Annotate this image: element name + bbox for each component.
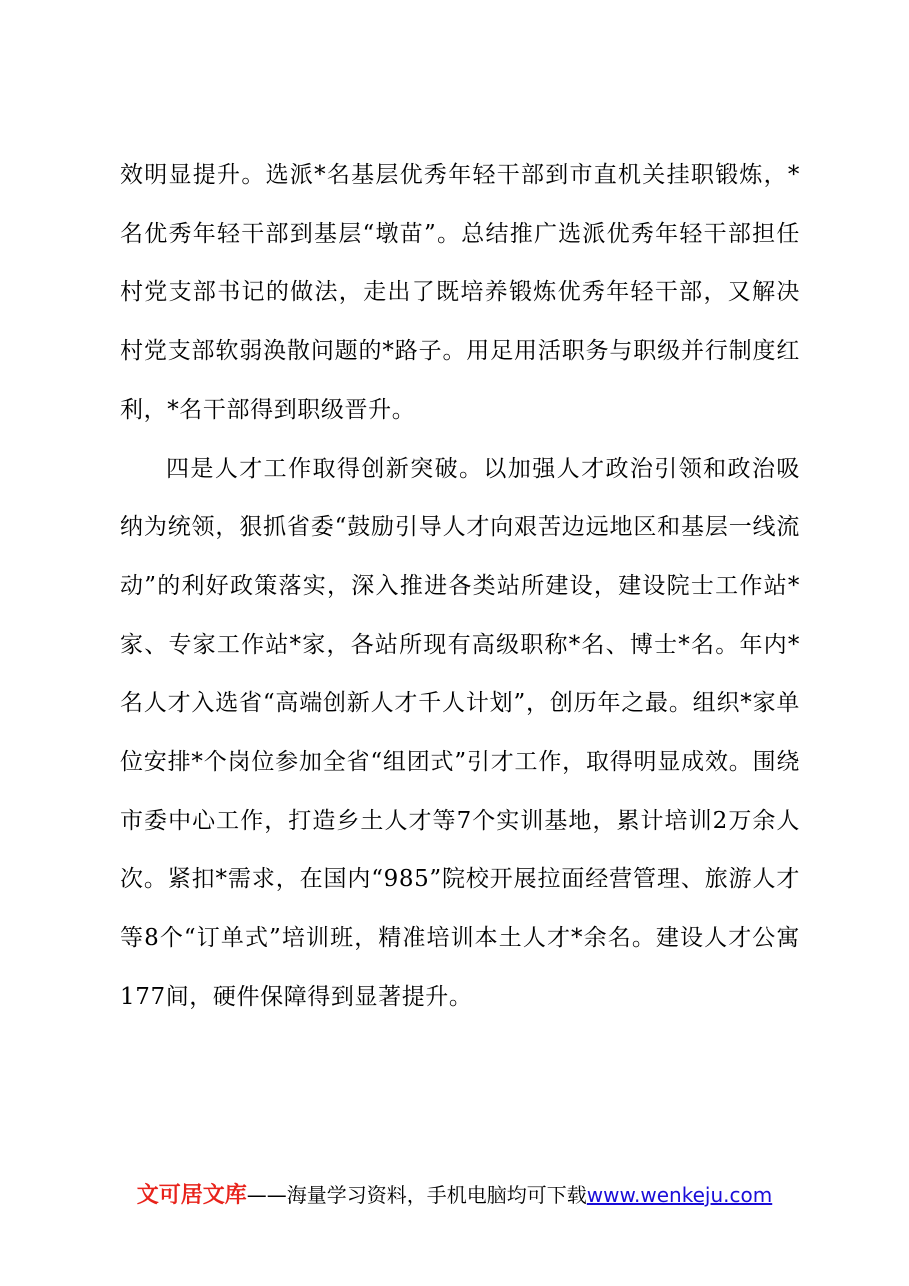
paragraph-talent-work: 四是人才工作取得创新突破。以加强人才政治引领和政治吸纳为统领，狠抓省委“鼓励引导人才向艰苦边远地区和基层一线流动”的利好政策落实，深入推进各类站所建设，建设院士工作站*家、专家工作站*家，各站所现有高级职称*名、博士*名。年内*名人才入选省“高端创新人才千人计划”，创历年之最。组织*家单位安排*个岗位参加全省“组团式”引才工作，取得明显成效。围绕市委中心工作，打造乡土人才等7个实训基地，累计培训2万余人次。紧扣*需求，在国内“985”院校开展拉面经营管理、旅游人才等8个“订单式”培训班，精准培训本土人才*余名。建设人才公寓177间，硬件保障得到显著提升。: [120, 455, 800, 1010]
footer-link[interactable]: www.wenkeju.com: [586, 1183, 773, 1207]
footer-tagline: ——海量学习资料，手机电脑均可下载: [246, 1183, 587, 1207]
document-body: [120, 146, 800, 1027]
footer-brand: 文可居文库: [136, 1183, 247, 1208]
paragraph-cadre-training: 效明显提升。选派*名基层优秀年轻干部到市直机关挂职锻炼，*名优秀年轻干部到基层“墩苗”。总结推广选派优秀年轻干部担任村党支部书记的做法，走出了既培养锻炼优秀年轻干部，又解决村党支部软弱涣散问题的*路子。用足用活职务与职级并行制度红利，*名干部得到职级晋升。: [120, 162, 800, 423]
footer-banner: [0, 1180, 909, 1211]
